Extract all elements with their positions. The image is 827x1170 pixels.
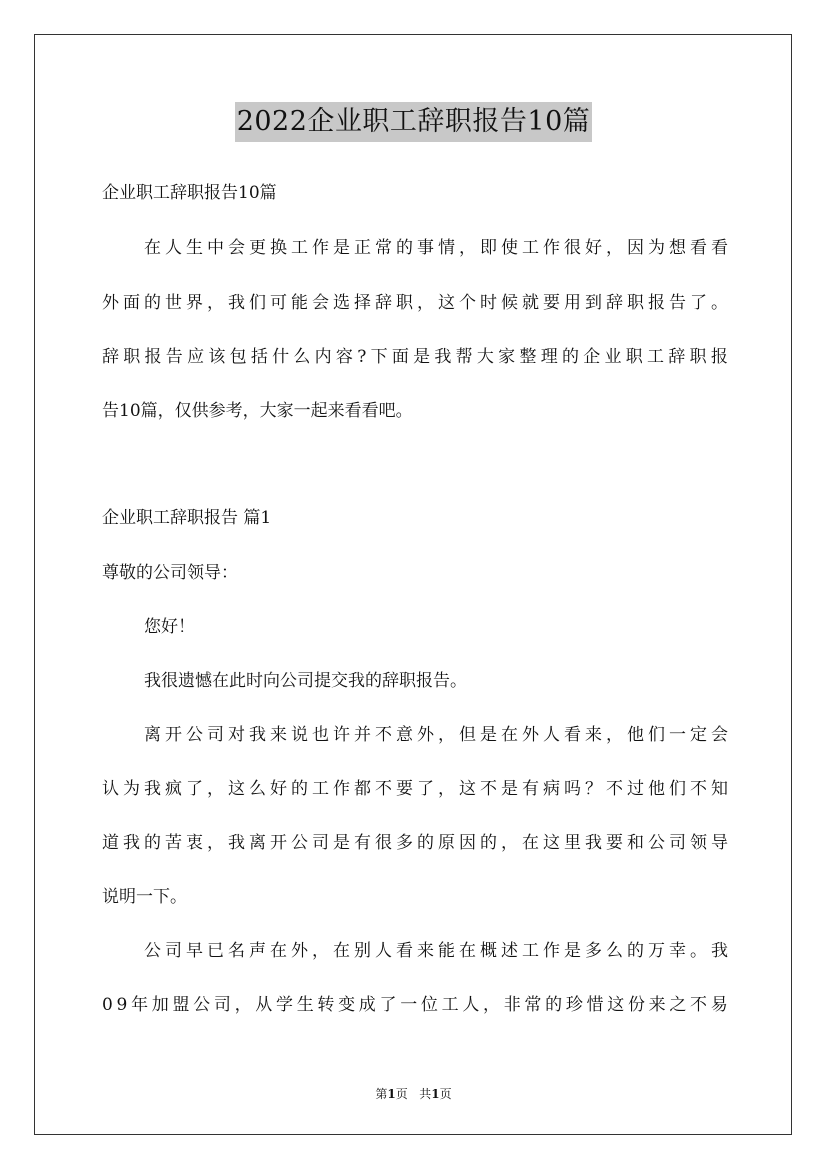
intro-line-2: 外 面 的 世 界 ， 我 们 可 能 会 选 择 辞 职 ， 这 个 时 候 就 要 用 到 辞 职 报 告 了 。 bbox=[102, 293, 728, 313]
section-heading: 企业职工辞职报告 篇1 bbox=[102, 508, 272, 528]
footer-page-number: 1 bbox=[387, 1087, 396, 1101]
intro-line-4: 告10篇，仅供参考，大家一起来看看吧。 bbox=[102, 401, 413, 421]
paragraph-3-line-2: 0 9 年 加 盟 公 司 ， 从 学 生 转 变 成 了 一 位 工 人 ， 非 常 的 珍 惜 这 份 来 之 不 易 bbox=[102, 995, 728, 1015]
document-title: 2022企业职工辞职报告10篇 bbox=[235, 102, 593, 142]
footer-page-unit: 页 bbox=[395, 1087, 408, 1101]
footer-total-unit: 页 bbox=[439, 1087, 452, 1101]
footer-page-label: 第 bbox=[375, 1087, 388, 1101]
footer-total-number: 1 bbox=[431, 1087, 440, 1101]
greeting: 您好！ bbox=[144, 617, 195, 637]
paragraph-3-line-1: 公 司 早 已 名 声 在 外 ， 在 别 人 看 来 能 在 概 述 工 作 是 多 么 的 万 幸 。 我 bbox=[144, 941, 728, 961]
page-footer bbox=[0, 1085, 827, 1102]
footer-total-label: 共 bbox=[419, 1087, 432, 1101]
title-wrap bbox=[0, 102, 827, 142]
paragraph-2-line-1: 离 开 公 司 对 我 来 说 也 许 并 不 意 外 ， 但 是 在 外 人 看 来 ， 他 们 一 定 会 bbox=[144, 725, 728, 745]
paragraph-1: 我很遗憾在此时向公司提交我的辞职报告。 bbox=[144, 671, 467, 691]
subtitle: 企业职工辞职报告10篇 bbox=[102, 183, 277, 203]
intro-line-1: 在 人 生 中 会 更 换 工 作 是 正 常 的 事 情 ， 即 使 工 作 很 好 ， 因 为 想 看 看 bbox=[144, 238, 728, 258]
paragraph-2-line-4: 说明一下。 bbox=[102, 887, 187, 907]
paragraph-2-line-2: 认 为 我 疯 了 ， 这 么 好 的 工 作 都 不 要 了 ， 这 不 是 有 病 吗 ？ 不 过 他 们 不 知 bbox=[102, 779, 728, 799]
intro-line-3: 辞 职 报 告 应 该 包 括 什 么 内 容 ? 下 面 是 我 帮 大 家 整 理 的 企 业 职 工 辞 职 报 bbox=[102, 347, 728, 367]
salutation: 尊敬的公司领导： bbox=[102, 563, 238, 583]
paragraph-2-line-3: 道 我 的 苦 衷 ， 我 离 开 公 司 是 有 很 多 的 原 因 的 ， 在 这 里 我 要 和 公 司 领 导 bbox=[102, 833, 728, 853]
